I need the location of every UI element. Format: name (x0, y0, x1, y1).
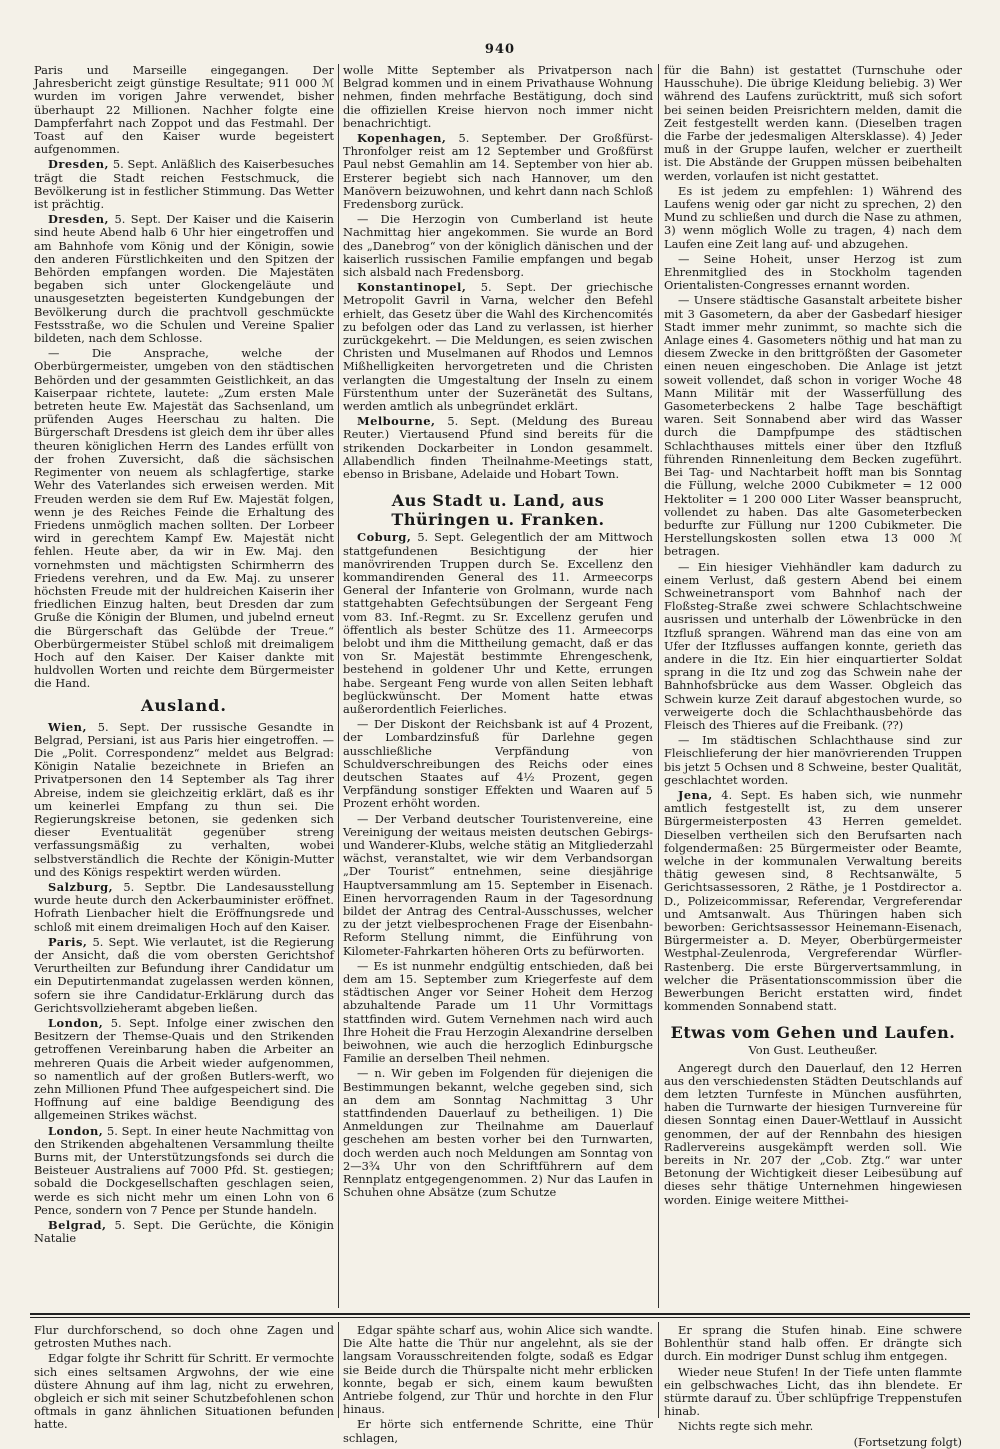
dateline: Dresden, (48, 157, 109, 172)
article-paragraph: Salzburg, 5. Septbr. Die Landesausstellung wurde heute durch den Ackerbauminister eröffnet. Hofrath Lienbacher hielt die Eröffnungsrede und schloß mit einem dreimaligen Hoch auf den Kaiser. (34, 879, 334, 934)
article-paragraph: Dresden, 5. Sept. Der Kaiser und die Kaiserin sind heute Abend halb 6 Uhr hier eingetroffen und am Bahnhofe vom König und der Königin, sowie den anderen Fürstlichkeiten und den Spitzen der Behörden empfangen worden. Die Majestäten begaben sich unter Glockengeläute und unausgesetzten begeisterten Kundgebungen der Bevölkerung durch die prachtvoll geschmückte Festsstraße, wo die Schulen und Vereine Spalier bildeten, nach dem Schlosse. (34, 212, 335, 346)
news-column-2 (343, 64, 653, 1308)
story-paragraph: Edgar folgte ihr Schritt für Schritt. Er vermochte sich eines seltsamen Argwohns, der wie eine düstere Ahnung auf ihm lag, nicht zu erwehren, obgleich er sich mit seiner Schutzbefohlenen schon oftmals in ganz ähnlichen Situationen befunden hatte. (34, 1351, 334, 1432)
dateline: Dresden, (48, 212, 109, 227)
article-paragraph: Paris, 5. Sept. Wie verlautet, ist die Regierung der Ansicht, daß die vom obersten Gerichtshof Verurtheilten zur Befundung ihrer Candidatur um ein Deputirtenmandat zugelassen werden können, sofern sie ihre Candidatur-Erklärung durch das Gerichtsvollzieheramt abgeben ließen. (34, 934, 334, 1015)
dateline: Wien, (48, 719, 87, 734)
article-paragraph: London, 5. Sept. In einer heute Nachmittag von den Strikenden abgehaltenen Versammlung theilte Burns mit, der Unterstützungsfonds sei durch die Beisteuer Australiens auf 7000 Pfd. St. gestiegen; sobald die Dockgesellschaften geschlagen seien, werde es sich nicht mehr um einen Lohn von 6 Pence, sondern von 7 Pence per Stunde handeln. (34, 1123, 334, 1217)
feuilleton-column-2 (343, 1323, 653, 1445)
dateline: Melbourne, (357, 414, 436, 429)
article-paragraph: — Die Herzogin von Cumberland ist heute Nachmittag hier angekommen. Sie wurde an Bord des „Danebrog“ von der königlich dänischen und der kaiserlich russischen Familie empfangen und begab sich alsbald nach Fredensborg. (343, 212, 653, 280)
story-paragraph: Er sprang die Stufen hinab. Eine schwere Bohlenthür stand halb offen. Er drängte sich durch. Ein modriger Dunst schlug ihm entgegen. (664, 1323, 962, 1364)
article-paragraph: London, 5. Sept. Infolge einer zwischen den Besitzern der Themse-Quais und den Strikenden getroffenen Vereinbarung haben die Arbeiter an mehreren Quais die Arbeit wieder aufgenommen, so namentlich auf der großen Butlers-werft, wo zehn Millionen Pfund Thee aufgespeichert sind. Die Hoffnung auf eine baldige Beendigung des allgemeinen Strikes wächst. (34, 1016, 334, 1123)
article-paragraph: — Unsere städtische Gasanstalt arbeitete bisher mit 3 Gasometern, da aber der Gasbedarf hiesiger Stadt immer mehr zunimmt, so machte sich die Anlage eines 4. Gasometers nöthig und hat man zu diesem Zwecke in den brittgrößten der Gasometer einen neuen eingeschoben. Die Anlage ist jetzt soweit vollendet, daß schon in voriger Woche 48 Mann Militär mit der Wasserfüllung des Gasometerbeckens 2 halbe Tage beschäftigt waren. Seit Sonnabend aber wird das Wasser durch die Dampfpumpe des städtischen Schlachthauses mittels einer über den Itzfluß führenden Rinnenleitung dem Becken zugeführt. Bei Tag- und Nachtarbeit hofft man bis Sonntag die Füllung, welche 2000 Cubikmeter = 12 000 Hektoliter = 1 200 000 Liter Wasser beansprucht, vollendet zu haben. Das alte Gasometerbecken bedurfte zur Füllung nur 1200 Cubikmeter. Die Herstellungskosten sollen etwa 13 000 ℳ betragen. (664, 293, 962, 559)
page-number: 940 (484, 42, 516, 57)
article-paragraph: — Ein hiesiger Viehhändler kam dadurch zu einem Verlust, daß gestern Abend bei einem Schweinetransport vom Bahnhof nach der Floßsteg-Straße zwei schwere Schlachtschweine ausrissen und unterhalb der Löwenbrücke in den Itzfluß sprangen. Während man das eine von am Ufer der Itzflusses auffangen konnte, gerieth das andere in die Itz. Ein hier einquartierter Soldat sprang in die Itz und zog das Schwein nahe der Bahnhofsbrücke aus dem Wasser. Obgleich das Schwein kurze Zeit darauf abgestochen wurde, so verweigerte doch die Schlachthausbehörde das Fleisch des Thieres auf die Freibank. (??) (664, 559, 962, 732)
section-heading-stadt-land: Aus Stadt u. Land, aus Thüringen u. Franken. (391, 491, 605, 530)
feuilleton-separator (30, 1313, 970, 1315)
article-paragraph: wolle Mitte September als Privatperson nach Belgrad kommen und in einem Privathause Wohnung nehmen, finden mehrfache Bestätigung, doch sind die offiziellen Kreise hiervon noch immer nicht benachrichtigt. (343, 63, 653, 130)
article-paragraph: Coburg, 5. Sept. Gelegentlich der am Mittwoch stattgefundenen Besichtigung der hier manövrirenden Truppen durch Se. Excellenz den kommandirenden General des 11. Armeecorps General der Infanterie von Grolmann, wurde nach stattgehabten Gefechtsübungen der Sergeant Feng vom 83. Inf.-Regmt. zu Sr. Excellenz gerufen und öffentlich als bester Schütze des 11. Armeecorps belobt und ihm die Mittheilung gemacht, daß er das von Sr. Majestät bestimmte Ehrengeschenk, bestehend in goldener Uhr und Kette, errungen habe. Sergeant Feng wurde von allen Seiten lebhaft beglückwünscht. Der Moment hatte etwas außerordentlich Feierliches. (343, 530, 654, 716)
article-paragraph: Belgrad, 5. Sept. Die Gerüchte, die Königin Natalie (34, 1218, 334, 1246)
dateline: Kopenhagen, (357, 131, 447, 146)
article-paragraph: Jena, 4. Sept. Es haben sich, wie nunmehr amtlich festgestellt ist, zu dem unserer Bürgermeisterposten 43 Herren gemeldet. Dieselben vertheilen sich den Berufsarten nach folgendermaßen: 25 Bürgermeister oder Beamte, welche in der kommunalen Verwaltung bereits thätig gewesen sind, 8 Rechtsanwälte, 5 Gerichtsassessoren, 2 Räthe, je 1 Postdirector a. D., Polizeicommissar, Referendar, Vergreferendar und Amtsanwalt. Aus Thüringen haben sich beworben: Gerichtsassessor Heinemann-Eisenach, Bürgermeister a. D. Meyer, Oberbürgermeister Westphal-Zeulenroda, Vergreferendar Würfler-Rastenberg. Die erste Bürgervertsammlung, in welcher die Präsentationscommission über die Bewerbungen Bericht erstatten wird, findet kommenden Sonnabend statt. (664, 787, 962, 1014)
column-divider (658, 1322, 659, 1418)
article-paragraph: Angeregt durch den Dauerlauf, den 12 Herren aus den verschiedensten Städten Deutschlands auf dem letzten Turnfeste in München ausführten, haben die Turnwarte der hiesigen Turnvereine für diesen Sonntag einen Dauer-Wettlauf in Aussicht genommen, der auf der Rennbahn des hiesigen Radlervereins ausgekämpft werden soll. Wie bereits in Nr. 207 der „Cob. Ztg.“ war unter Betonung der Wichtigkeit dieser Leibesübung auf dieses sehr thätige Unternehmen hingewiesen worden. Einige weitere Mitthei- (664, 1060, 962, 1207)
article-paragraph: Paris und Marseille eingegangen. Der Jahresbericht zeigt günstige Resultate; 911 000 ℳ wurden im vorigen Jahre verwendet, bisher überhaupt 22 Millionen. Nachher folgte eine Dampferfahrt nach Zoppot und das Festmahl. Der Toast auf den Kaiser wurde begeistert aufgenommen. (34, 63, 334, 157)
article-paragraph: Kopenhagen, 5. September. Der Großfürst-Thronfolger reist am 12 September und Großfürst Paul nebst Gemahlin am 14. September von hier ab. Ersterer begiebt sich nach Hannover, um den Manövern beizuwohnen, und kehrt dann nach Schloß Fredensborg zurück. (343, 131, 653, 212)
article-paragraph: — Im städtischen Schlachthause sind zur Fleischlieferung der hier manövrierenden Truppen bis jetzt 5 Ochsen und 8 Schweine, bester Qualität, geschlachtet worden. (664, 733, 962, 787)
dateline: Jena, (678, 787, 713, 802)
column-divider (658, 64, 659, 1308)
story-paragraph: Flur durchforschend, so doch ohne Zagen und getrosten Muthes nach. (34, 1323, 334, 1351)
column-divider (338, 1322, 339, 1418)
story-paragraph: Er hörte sich entfernende Schritte, eine Thür schlagen, (343, 1417, 653, 1445)
article-paragraph: — Der Verband deutscher Touristenvereine, eine Vereinigung der weitaus meisten deutschen Gebirgs- und Wanderer-Klubs, welche stätig an Mitgliederzahl wächst, veranstaltet, wie wir dem Verbandsorgan „Der Tourist“ entnehmen, seine diesjährige Hauptversammlung am 15. September in Eisenach. Einen hervorragenden Raum in der Tagesordnung bildet der Antrag des Central-Ausschusses, welcher zu der jetzt vielbesprochenen Frage der Eisenbahn-Reform Stellung nimmt, die Einführung von Kilometer-Fahrkarten höheren Orts zu befürworten. (343, 811, 653, 958)
story-paragraph: Nichts regte sich mehr. (678, 1419, 814, 1434)
article-paragraph: Es ist jedem zu empfehlen: 1) Während des Laufens wenig oder gar nicht zu sprechen, 2) den Mund zu schließen und durch die Nase zu athmen, 3) wenn möglich Wolle zu tragen, 4) nach dem Laufen eine Zeit lang auf- und abzugehen. (664, 183, 962, 251)
dateline: Salzburg, (48, 879, 114, 894)
article-paragraph: Dresden, 5. Sept. Anläßlich des Kaiserbesuches trägt die Stadt reichen Festschmuck, die Bevölkerung ist in festlicher Stimmung. Das Wetter ist prächtig. (34, 157, 334, 212)
dateline: Belgrad, (48, 1218, 107, 1233)
article-paragraph: Melbourne, 5. Sept. (Meldung des Bureau Reuter.) Viertausend Pfund sind bereits für die strikenden Dockarbeiter in London gesammelt. Allabendlich finden Theilnahme-Meetings statt, ebenso in Brisbane, Adelaide und Hobart Town. (343, 414, 654, 482)
article-paragraph: — n. Wir geben im Folgenden für diejenigen die Bestimmungen bekannt, welche gegeben sind, sich an dem am Sonntag Nachmittag 3 Uhr stattfindenden Dauerlauf zu betheiligen. 1) Die Anmeldungen zur Theilnahme am Dauerlauf geschehen am besten vorher bei den Turnwarten, doch werden auch noch Meldungen am Sonntag von 2—3¾ Uhr von den Schriftführern auf dem Rennplatz entgegengenommen. 2) Nur das Laufen in Schuhen ohne Absätze (zum Schutze (343, 1066, 653, 1200)
dateline: London, (48, 1016, 104, 1031)
continuation-note: (Fortsetzung folgt) (853, 1434, 962, 1449)
news-column-3 (664, 64, 962, 1306)
dateline: London, (48, 1123, 104, 1138)
feuilleton-separator-thin (30, 1317, 970, 1318)
article-paragraph: Konstantinopel, 5. Sept. Der griechische Metropolit Gavril in Varna, welcher den Befehl erhielt, das Gesetz über die Wahl des Kirchencomités zu befolgen oder das Land zu verlassen, ist hierher zurückgekehrt. — Die Meldungen, es seien zwischen Christen und Muselmanen auf Rhodos und Lemnos Mißhelligkeiten hervorgetreten und die Christen verlangten die Umgestaltung der Inseln zu einem Fürstenthum unter der Suzeränetät des Sultans, werden amtlich als unbegründet erklärt. (343, 280, 653, 414)
article-paragraph: Wien, 5. Sept. Der russische Gesandte in Belgrad, Persiani, ist aus Paris hier eingetroffen. — Die „Polit. Correspondenz“ meldet aus Belgrad: Königin Natalie bezeichnete in Briefen an Privatpersonen den 14 September als Tag ihrer Abreise, indem sie gleichzeitig erklärt, daß es ihr um keinerlei Empfang zu thun sei. Die Regierungskreise betonen, sie gedenken sich dieser Eventualität gegenüber streng verfassungsmäßig zu verhalten, wobei selbstverständlich die Rechte der Königin-Mutter und des Königs respektirt werden würden. (34, 719, 334, 879)
dateline: Paris, (48, 934, 88, 949)
column-divider (338, 64, 339, 1308)
feuilleton-column-3 (664, 1323, 962, 1449)
story-paragraph: Edgar spähte scharf aus, wohin Alice sich wandte. Die Alte hatte die Thür nur angelehnt, als sie der langsam Vorausschreitenden folgte, sodaß es Edgar sie Beide durch die Thürspalte nicht mehr erblicken konnte, begab er sich, einem kaum bewußten Antriebe folgend, zur Thür und horchte in den Flur hinaus. (343, 1323, 653, 1417)
dateline: Coburg, (357, 530, 412, 545)
feuilleton-heading-gehen-laufen: Etwas vom Gehen und Laufen. (670, 1023, 956, 1043)
section-heading-ausland: Ausland. (141, 695, 227, 715)
story-paragraph: Wieder neue Stufen! In der Tiefe unten flammte ein gelbschwaches Licht, das ihn blendete. Er stürmte darauf zu. Über schlüpfrige Treppenstufen hinab. (664, 1364, 962, 1419)
article-paragraph: — Der Diskont der Reichsbank ist auf 4 Prozent, der Lombardzinsfuß für Darlehne gegen ausschließliche Verpfändung von Schuldverschreibungen des Reichs oder eines deutschen Staates auf 4½ Prozent, gegen Verpfändung sonstiger Effekten und Waaren auf 5 Prozent erhöht worden. (343, 717, 653, 811)
article-paragraph: — Die Ansprache, welche der Oberbürgermeister, umgeben von den städtischen Behörden und der gesammten Geistlichkeit, an das Kaiserpaar richtete, lautete: „Zum ersten Male betreten heute Ew. Majestät das Sachsenland, um prüfenden Auges Heerschau zu halten. Die Bürgerschaft Dresdens ist gleich dem ihr über alles theuren königlichen Herrn des Landes erfüllt von der frohen Zuversicht, daß die sächsischen Regimenter von neuem als schlagfertige, starke Wehr des Vaterlandes sich erweisen werden. Mit Freuden werden sie dem Ruf Ew. Majestät folgen, wenn je des Reiches Feinde die Erhaltung des Friedens unmöglich machen sollten. Der Lorbeer wird in gerechtem Kampf Ew. Majestät nicht fehlen. Heute aber, da wir in Ew. Maj. den vornehmsten und mächtigsten Schirmherrn des Friedens verehren, und da Ew. Maj. zu unserer höchsten Freude mit der huldreichen Kaiserin iher friedlichen Einzug halten, beut Dresden dar zum Gruße die Königin der Blumen, und jubelnd erneut die Bürgerschaft das Gelübde der Treue.“ Oberbürgermeister Stübel schloß mit dreimaligem Hoch auf den Kaiser. Der Kaiser dankte mit huldvollen Worten und reichte dem Bürgermeister die Hand. (34, 346, 334, 691)
article-paragraph: — Seine Hoheit, unser Herzog ist zum Ehrenmitglied des in Stockholm tagenden Orientalisten-Congresses ernannt worden. (664, 251, 962, 293)
article-paragraph: — Es ist nunmehr endgültig entschieden, daß bei dem am 15. September zum Kriegerfeste auf dem städtischen Anger vor Seiner Hoheit dem Herzog abzuhaltende Parade um 11 Uhr Vormittags stattfinden wird. Gutem Vernehmen nach wird auch Ihre Hoheit die Frau Herzogin Alexandrine derselben beiwohnen, wie auch die herzoglich Edinburgsche Familie an derselben Theil nehmen. (343, 958, 653, 1066)
author-byline: Von Gust. Leutheußer. (748, 1043, 878, 1058)
article-paragraph: für die Bahn) ist gestattet (Turnschuhe oder Hausschuhe). Die übrige Kleidung beliebig. 3) Wer während des Laufens zurücktritt, muß sich sofort bei seinen beiden Preisrichtern melden, damit die Zeit festgestellt werden kann. (Dieselben tragen die Farbe der jedesmaligen Altersklasse). 4) Jeder muß in der Gruppe laufen, welcher er zuertheilt ist. Die Abstände der Gruppen müssen beibehalten werden, vorlaufen ist nicht gestattet. (664, 63, 962, 183)
dateline: Konstantinopel, (357, 280, 467, 295)
feuilleton-column-1 (34, 1323, 334, 1432)
news-column-1 (34, 64, 334, 1306)
